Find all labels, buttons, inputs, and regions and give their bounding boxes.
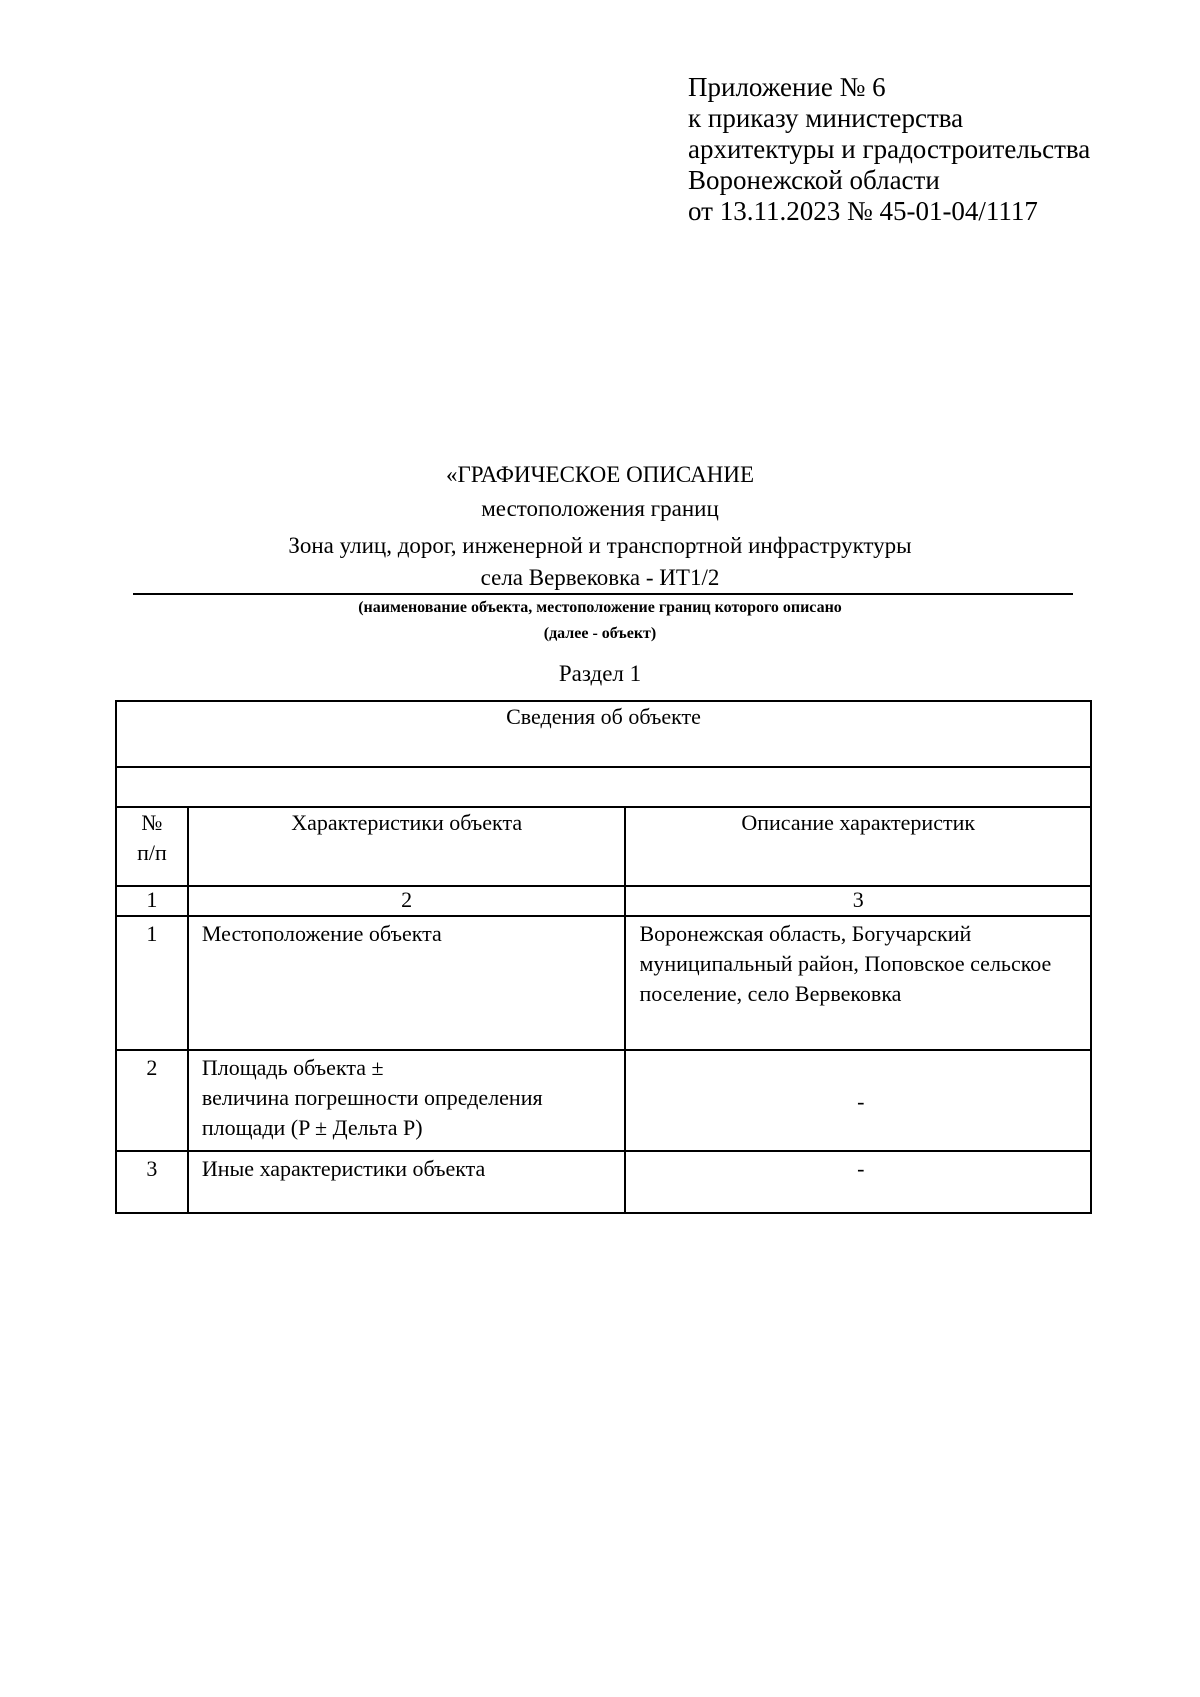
object-name-line-1: Зона улиц, дорог, инженерной и транспортной инфраструктуры [288,533,912,558]
row-characteristic [188,1050,626,1151]
name-caption-line-2: (далее - объект) [543,625,657,642]
table-row [116,916,1091,1050]
row-description: - [625,1151,1091,1213]
table-row [116,1151,1091,1213]
header-characteristic: Характеристики объекта [188,807,626,886]
row-characteristic: Местоположение объекта [188,916,626,1050]
name-caption-line-1: (наименование объекта, местоположение границ которого описано [358,599,842,616]
row-description: Воронежская область, Богучарский муниципальный район, Поповское сельское поселение, село Вервековка [625,916,1091,1050]
row-characteristic-text: Площадь объекта ± величина погрешности определения площади (P ± Дельта P) [201,1055,543,1140]
header-description: Описание характеристик [625,807,1091,886]
appendix-line: Приложение № 6 [688,72,886,102]
table-header-row [116,807,1091,886]
document-title: «ГРАФИЧЕСКОЕ ОПИСАНИЕ [445,462,754,487]
table-blank-row [116,767,1091,807]
appendix-line: архитектуры и градостроительства [688,134,1091,164]
blank-cell [116,767,1091,807]
table-title: Сведения об объекте [116,701,1091,767]
column-number: 3 [625,886,1091,916]
table-row [116,1050,1091,1151]
table-column-numbers-row [116,886,1091,916]
appendix-line: Воронежской области [688,165,940,195]
header-num-text: № п/п [137,810,167,865]
column-number: 1 [116,886,188,916]
section-label: Раздел 1 [558,661,642,686]
column-number: 2 [188,886,626,916]
header-num [116,807,188,886]
table-title-row [116,701,1091,767]
row-num: 3 [116,1151,188,1213]
object-info-table [115,700,1092,1214]
document-subtitle: местоположения границ [481,496,719,521]
row-num: 1 [116,916,188,1050]
object-name-line-2: села Вервековка - ИТ1/2 [480,565,720,590]
name-underline [133,593,1073,595]
row-characteristic: Иные характеристики объекта [188,1151,626,1213]
row-description: - [625,1050,1091,1151]
appendix-line: от 13.11.2023 № 45-01-04/1117 [688,196,1038,226]
appendix-line: к приказу министерства [688,103,964,133]
row-num: 2 [116,1050,188,1151]
appendix-block [688,72,1090,227]
